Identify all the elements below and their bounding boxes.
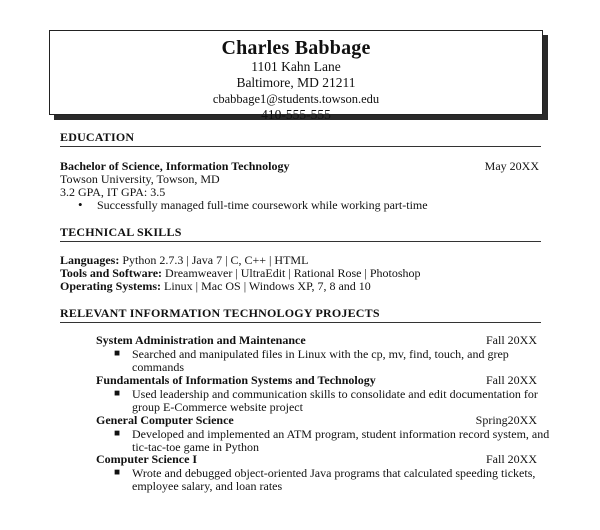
- degree-date: May 20XX: [484, 159, 539, 173]
- projects-divider: [60, 322, 541, 323]
- degree-title: Bachelor of Science, Information Technology: [60, 159, 290, 173]
- education-heading: EDUCATION: [60, 130, 135, 144]
- square-bullet-icon: ■: [114, 467, 121, 478]
- square-bullet-icon: ■: [114, 348, 121, 359]
- skill-value: Dreamweaver | UltraEdit | Rational Rose | Photoshop: [162, 266, 421, 280]
- skill-label: Operating Systems:: [60, 279, 161, 293]
- project-bullet-text: Developed and implemented an ATM program, student information record system, and: [132, 427, 550, 441]
- education-bullet-text: Successfully managed full-time coursework while working part-time: [97, 198, 428, 212]
- project-bullet-text: group E-Commerce website project: [132, 400, 303, 414]
- project-bullet-text: commands: [132, 360, 184, 374]
- skills-languages: [60, 253, 308, 267]
- project-bullet-text: employee salary, and loan rates: [132, 479, 283, 493]
- education-divider: [60, 146, 541, 147]
- skills-tools: [60, 266, 421, 280]
- project-title: Computer Science I: [96, 452, 198, 466]
- phone-number: 410-555-555: [261, 107, 331, 122]
- skills-divider: [60, 241, 541, 242]
- contact-header: [49, 30, 543, 122]
- project-title: General Computer Science: [96, 413, 234, 427]
- project-date: Fall 20XX: [486, 452, 537, 466]
- skill-label: Languages:: [60, 253, 120, 267]
- project-date: Spring20XX: [475, 413, 537, 427]
- project-bullet-text: tic-tac-toe game in Python: [132, 440, 259, 454]
- projects-heading: RELEVANT INFORMATION TECHNOLOGY PROJECTS: [60, 306, 380, 320]
- project-title: Fundamentals of Information Systems and Technology: [96, 373, 376, 387]
- project-date: Fall 20XX: [486, 333, 537, 347]
- project-title: System Administration and Maintenance: [96, 333, 306, 347]
- project-bullet-text: Searched and manipulated files in Linux with the cp, mv, find, touch, and grep: [132, 347, 509, 361]
- address-line-1: 1101 Kahn Lane: [251, 59, 341, 74]
- skills-os: [60, 279, 371, 293]
- skill-value: Linux | Mac OS | Windows XP, 7, 8 and 10: [161, 279, 371, 293]
- project-bullet-text: Used leadership and communication skills to consolidate and edit documentation for: [132, 387, 538, 401]
- skill-value: Python 2.7.3 | Java 7 | C, C++ | HTML: [119, 253, 309, 267]
- candidate-name: Charles Babbage: [221, 37, 371, 59]
- school-name: Towson University, Towson, MD: [60, 172, 220, 186]
- skill-label: Tools and Software:: [60, 266, 163, 280]
- square-bullet-icon: ■: [114, 428, 121, 439]
- skills-heading: TECHNICAL SKILLS: [60, 225, 182, 239]
- project-date: Fall 20XX: [486, 373, 537, 387]
- gpa-line: 3.2 GPA, IT GPA: 3.5: [60, 185, 166, 199]
- square-bullet-icon: ■: [114, 388, 121, 399]
- bullet-icon: •: [78, 197, 83, 212]
- email-address: cbabbage1@students.towson.edu: [212, 92, 380, 106]
- project-bullet-text: Wrote and debugged object-oriented Java programs that calculated speeding tickets,: [132, 466, 536, 480]
- address-line-2: Baltimore, MD 21211: [236, 75, 356, 90]
